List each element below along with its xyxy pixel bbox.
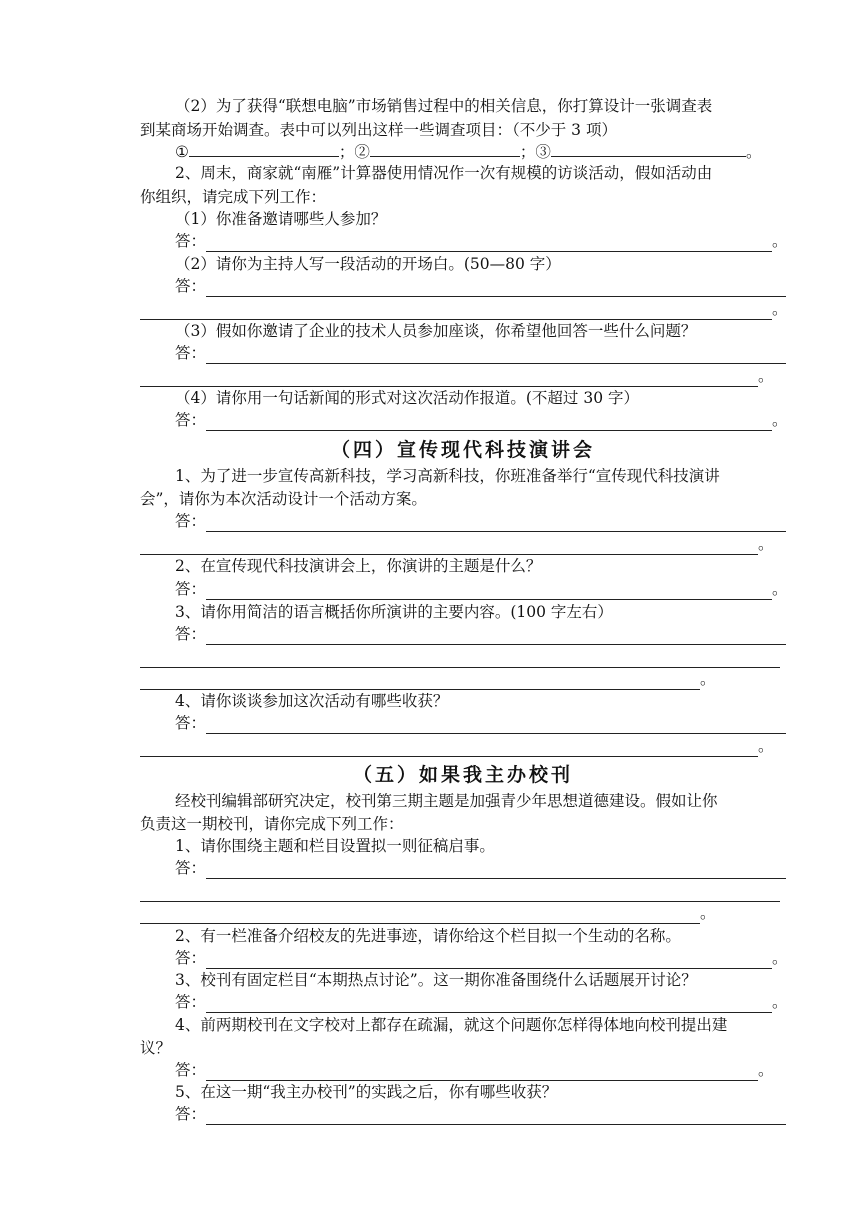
item-marker-2: ；② [338, 143, 370, 161]
answer-line[interactable] [206, 863, 786, 879]
answer-label: 答： [175, 714, 207, 732]
answer-row [175, 342, 786, 364]
text-line: 3、校刊有固定栏目“本期热点讨论”。这一期你准备围绕什么话题展开讨论？ [175, 971, 697, 989]
text-line: （3）假如你邀请了企业的技术人员参加座谈，你希望他回答一些什么问题？ [175, 322, 697, 340]
answer-line[interactable] [140, 371, 758, 387]
item-marker-1: ① [175, 143, 189, 161]
answer-label: 答： [175, 1105, 207, 1123]
answer-line[interactable] [140, 539, 758, 555]
answer-row [175, 947, 786, 969]
section-heading: （五）如果我主办校刊 [352, 764, 573, 786]
text-line: （2）请你为主持人写一段活动的开场白。(50—80 字） [175, 255, 561, 273]
text-line: 议？ [140, 1039, 172, 1057]
answer-line[interactable] [140, 652, 780, 668]
period-mark: 。 [758, 737, 774, 755]
period-mark: 。 [700, 670, 716, 688]
answer-label: 答： [175, 993, 207, 1011]
period-mark: 。 [772, 949, 788, 967]
answer-label: 答： [175, 625, 207, 643]
text-line: （2）为了获得“联想电脑”市场销售过程中的相关信息，你打算设计一张调查表 [175, 97, 713, 115]
answer-line[interactable] [206, 584, 772, 600]
item-marker-3: ；③ [519, 143, 551, 161]
answer-line[interactable] [206, 516, 786, 532]
blank-field-2[interactable] [370, 141, 520, 157]
survey-items-blanks [175, 141, 786, 163]
answer-row [175, 275, 786, 297]
answer-label: 答： [175, 512, 207, 530]
answer-row [140, 902, 714, 924]
period-mark: 。 [772, 580, 788, 598]
answer-row [175, 1103, 786, 1125]
blank-field-1[interactable] [189, 141, 339, 157]
text-line: 3、请你用简洁的语言概括你所演讲的主要内容。(100 字左右） [175, 603, 613, 621]
answer-row [175, 409, 786, 431]
answer-line[interactable] [206, 415, 772, 431]
period-mark: 。 [700, 904, 716, 922]
answer-label: 答： [175, 580, 207, 598]
answer-label: 答： [175, 949, 207, 967]
text-line: 2、在宣传现代科技演讲会上，你演讲的主题是什么？ [175, 557, 542, 575]
answer-row [175, 857, 786, 879]
section-heading: （四）宣传现代科技演讲会 [330, 439, 595, 461]
text-line: 经校刊编辑部研究决定，校刊第三期主题是加强青少年思想道德建设。假如让你 [175, 792, 718, 810]
period-mark: 。 [772, 232, 788, 250]
answer-row [140, 298, 786, 320]
answer-line[interactable] [206, 953, 772, 969]
answer-row [140, 880, 780, 902]
answer-row [175, 578, 786, 600]
answer-line[interactable] [140, 304, 772, 320]
text-line: 2、有一栏准备介绍校友的先进事迹，请你给这个栏目拟一个生动的名称。 [175, 927, 681, 945]
text-line: 1、为了进一步宣传高新科技，学习高新科技，你班准备举行“宣传现代科技演讲 [175, 467, 720, 485]
text-line: 会”，请你为本次活动设计一个活动方案。 [140, 490, 427, 508]
text-line: （4）请你用一句话新闻的形式对这次活动作报道。(不超过 30 字） [175, 389, 639, 407]
answer-row [175, 230, 786, 252]
answer-line[interactable] [206, 1065, 758, 1081]
text-line: 5、在这一期“我主办校刊”的实践之后，你有哪些收获？ [175, 1083, 558, 1101]
answer-row [175, 510, 786, 532]
answer-line[interactable] [206, 1109, 786, 1125]
answer-line[interactable] [206, 997, 772, 1013]
answer-row [175, 623, 786, 645]
answer-label: 答： [175, 411, 207, 429]
text-line: 1、请你围绕主题和栏目设置拟一则征稿启事。 [175, 837, 495, 855]
period-mark: 。 [772, 411, 788, 429]
answer-row [175, 1059, 772, 1081]
answer-line[interactable] [206, 281, 786, 297]
answer-row [140, 646, 780, 668]
answer-line[interactable] [206, 236, 772, 252]
period-mark: 。 [758, 1061, 774, 1079]
period-mark: 。 [758, 535, 774, 553]
period-mark: 。 [758, 367, 774, 385]
answer-label: 答： [175, 859, 207, 877]
answer-label: 答： [175, 344, 207, 362]
answer-line[interactable] [140, 908, 700, 924]
period-mark: 。 [745, 143, 762, 161]
answer-label: 答： [175, 232, 207, 250]
text-line: 你组织，请完成下列工作： [140, 188, 327, 206]
text-line: 到某商场开始调查。表中可以列出这样一些调查项目：（不少于 3 项） [140, 121, 617, 139]
period-mark: 。 [772, 300, 788, 318]
answer-line[interactable] [206, 718, 786, 734]
answer-row [140, 668, 714, 690]
period-mark: 。 [772, 993, 788, 1011]
blank-field-3[interactable] [551, 141, 746, 157]
answer-line[interactable] [140, 886, 780, 902]
answer-label: 答： [175, 277, 207, 295]
answer-row [140, 735, 772, 757]
answer-line[interactable] [140, 674, 700, 690]
text-line: （1）你准备邀请哪些人参加？ [175, 210, 387, 228]
text-line: 4、前两期校刊在文字校对上都存在疏漏，就这个问题你怎样得体地向校刊提出建 [175, 1016, 728, 1034]
answer-row [140, 365, 772, 387]
text-line: 2、周末，商家就“南雁”计算器使用情况作一次有规模的访谈活动，假如活动由 [175, 164, 713, 182]
answer-line[interactable] [206, 629, 786, 645]
answer-row [175, 712, 786, 734]
text-line: 4、请你谈谈参加这次活动有哪些收获？ [175, 692, 449, 710]
answer-label: 答： [175, 1061, 207, 1079]
answer-line[interactable] [206, 348, 786, 364]
answer-row [175, 991, 786, 1013]
text-line: 负责这一期校刊，请你完成下列工作： [140, 815, 404, 833]
answer-row [140, 533, 772, 555]
answer-line[interactable] [140, 741, 758, 757]
